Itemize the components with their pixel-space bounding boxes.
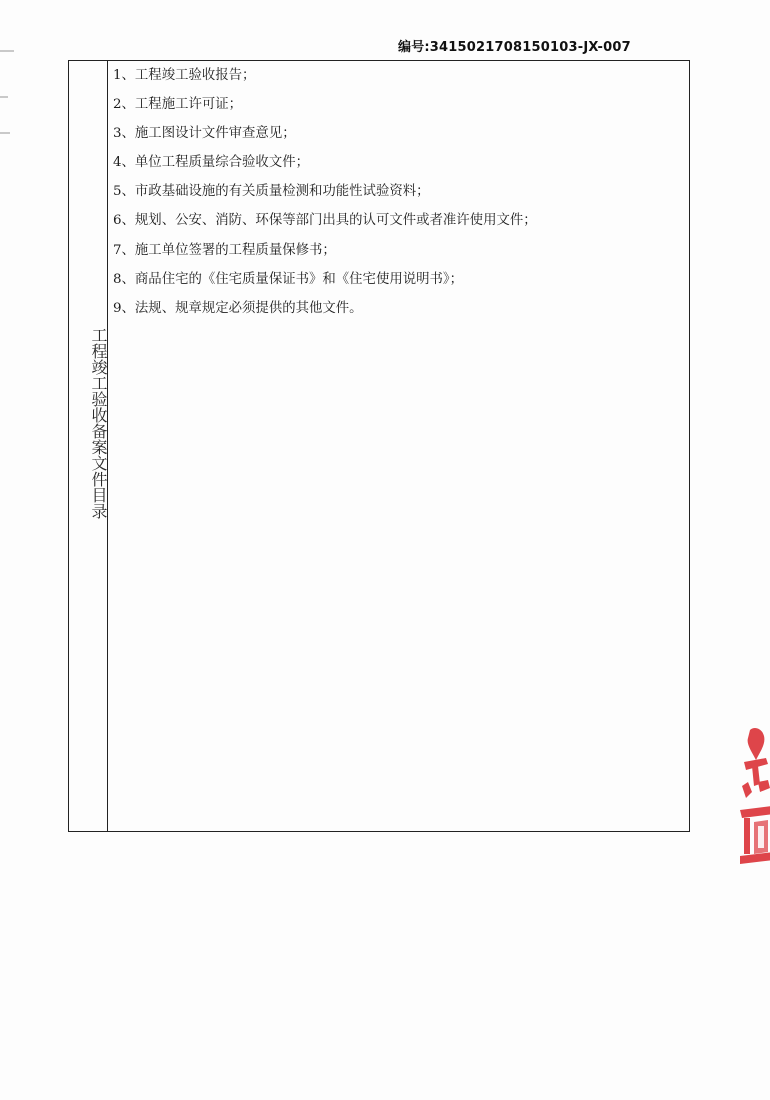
red-seal-stamp	[736, 722, 770, 872]
document-list	[113, 61, 689, 323]
row-label-cell	[69, 61, 108, 831]
list-item: 9、法规、规章规定必须提供的其他文件。	[113, 301, 363, 316]
list-item: 1、工程竣工验收报告；	[113, 67, 256, 83]
list-item: 7、施工单位签署的工程质量保修书；	[113, 242, 336, 258]
list-item: 4、单位工程质量综合验收文件；	[113, 155, 309, 171]
row-label-text: 工程竣工验收备案文件目录	[89, 327, 108, 519]
list-item: 3、施工图设计文件审查意见；	[113, 125, 296, 141]
list-item: 8、商品住宅的《住宅质量保证书》和《住宅使用说明书》；	[113, 271, 463, 287]
scan-smudge	[0, 50, 14, 52]
list-item: 6、规划、公安、消防、环保等部门出具的认可文件或者准许使用文件；	[113, 213, 537, 229]
filing-document-table	[68, 60, 690, 832]
list-item: 5、市政基础设施的有关质量检测和功能性试验资料；	[113, 184, 430, 200]
scan-smudge	[0, 96, 8, 98]
list-item: 2、工程施工许可证；	[113, 96, 243, 112]
document-serial-number: 编号:3415021708150103-JX-007	[398, 40, 631, 55]
scan-smudge	[0, 132, 10, 134]
